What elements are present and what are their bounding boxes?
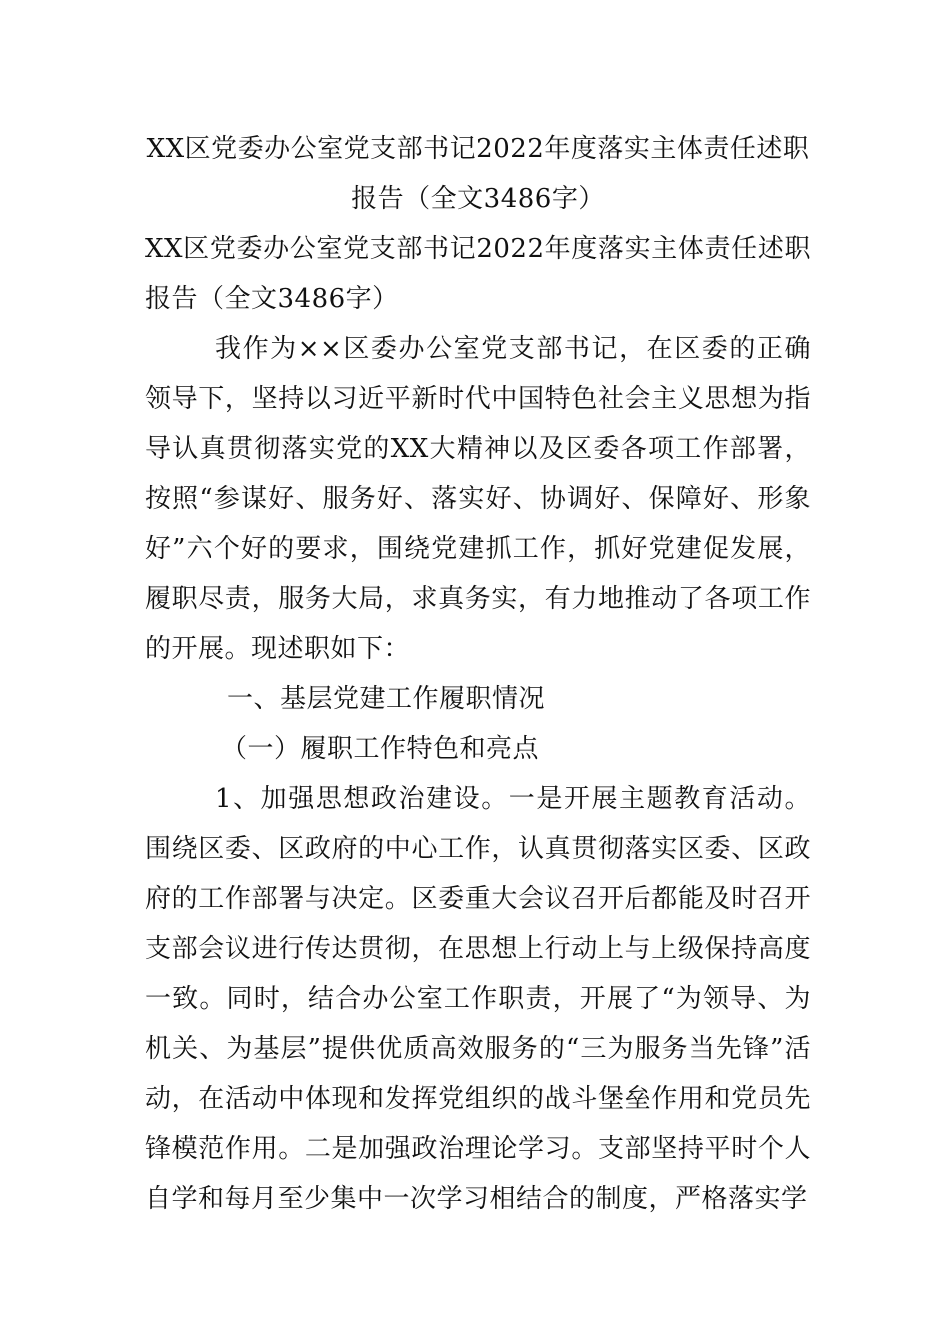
document-title: XX区党委办公室党支部书记2022年度落实主体责任述职报告（全文3486字） (146, 134, 810, 214)
subsection-heading: （一）履职工作特色和亮点 (221, 734, 540, 764)
document-body (145, 124, 811, 1224)
section-heading: 一、基层党建工作履职情况 (227, 684, 546, 714)
document-subtitle: XX区党委办公室党支部书记2022年度落实主体责任述职报告（全文3486字） (145, 234, 811, 314)
intro-paragraph: 我作为××区委办公室党支部书记，在区委的正确领导下，坚持以习近平新时代中国特色社会主义思想为指导认真贯彻落实党的XX大精神以及区委各项工作部署，按照“参谋好、服务好、落实好、协调好、保障好、形象好”六个好的要求，围绕党建抓工作，抓好党建促发展，履职尽责，服务大局，求真务实，有力地推动了各项工作的开展。现述职如下： (145, 334, 811, 664)
body-paragraph: 1、加强思想政治建设。一是开展主题教育活动。围绕区委、区政府的中心工作，认真贯彻落实区委、区政府的工作部署与决定。区委重大会议召开后都能及时召开支部会议进行传达贯彻，在思想上行动上与上级保持高度一致。同时，结合办公室工作职责，开展了“为领导、为机关、为基层”提供优质高效服务的“三为服务当先锋”活动，在活动中体现和发挥党组织的战斗堡垒作用和党员先锋模范作用。二是加强政治理论学习。支部坚持平时个人自学和每月至少集中一次学习相结合的制度，严格落实学 (145, 784, 811, 1214)
